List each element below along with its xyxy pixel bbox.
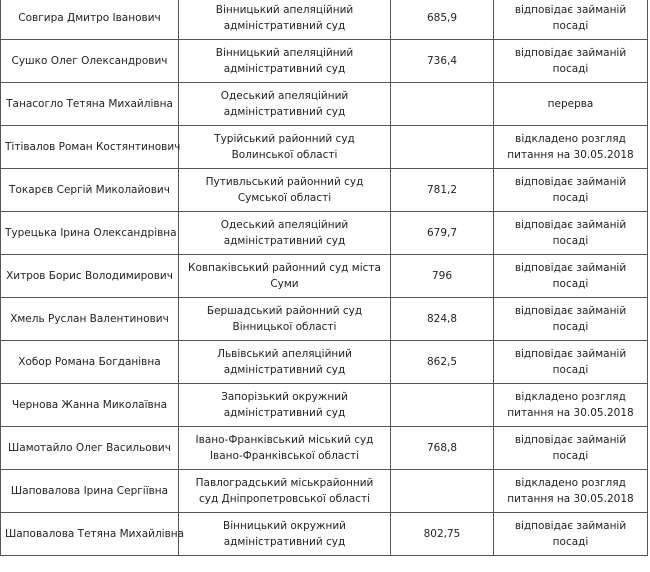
score-cell — [391, 83, 494, 126]
table-row — [1, 341, 648, 384]
status-cell: відповідає займаній посаді — [494, 169, 648, 212]
score-cell — [391, 384, 494, 427]
status-cell: відкладено розгляд питання на 30.05.2018 — [494, 470, 648, 513]
table-body — [1, 0, 648, 556]
status-cell: відповідає займаній посаді — [494, 255, 648, 298]
court-cell: Вінницький апеляційний адміністративний суд — [179, 40, 391, 83]
court-cell: Бершадський районний суд Вінницької області — [179, 298, 391, 341]
judge-name-cell: Шаповалова Ірина Сергіївна — [1, 470, 179, 513]
court-cell: Павлоградський міськрайонний суд Дніпропетровської області — [179, 470, 391, 513]
score-cell: 679,7 — [391, 212, 494, 255]
table-row — [1, 126, 648, 169]
status-cell: відповідає займаній посаді — [494, 341, 648, 384]
table-row — [1, 0, 648, 40]
court-cell: Вінницький окружний адміністративний суд — [179, 513, 391, 556]
court-cell: Одеський апеляційний адміністративний суд — [179, 83, 391, 126]
table-row — [1, 40, 648, 83]
court-cell: Львівський апеляційний адміністративний суд — [179, 341, 391, 384]
score-cell: 768,8 — [391, 427, 494, 470]
status-cell: відкладено розгляд питання на 30.05.2018 — [494, 384, 648, 427]
score-cell — [391, 470, 494, 513]
judge-name-cell: Чернова Жанна Миколаївна — [1, 384, 179, 427]
judge-name-cell: Турецька Ірина Олександрівна — [1, 212, 179, 255]
status-cell: відповідає займаній посаді — [494, 212, 648, 255]
court-cell: Путивльський районний суд Сумської області — [179, 169, 391, 212]
court-cell: Ковпаківський районний суд міста Суми — [179, 255, 391, 298]
table-row — [1, 83, 648, 126]
court-cell: Одеський апеляційний адміністративний суд — [179, 212, 391, 255]
judge-name-cell: Хобор Романа Богданівна — [1, 341, 179, 384]
judge-name-cell: Совгира Дмитро Іванович — [1, 0, 179, 40]
status-cell: відкладено розгляд питання на 30.05.2018 — [494, 126, 648, 169]
judge-name-cell: Шамотайло Олег Васильович — [1, 427, 179, 470]
score-cell: 796 — [391, 255, 494, 298]
score-cell — [391, 126, 494, 169]
score-cell: 736,4 — [391, 40, 494, 83]
court-cell: Запорізький окружний адміністративний суд — [179, 384, 391, 427]
status-cell: відповідає займаній посаді — [494, 298, 648, 341]
status-cell: відповідає займаній посаді — [494, 40, 648, 83]
status-cell: відповідає займаній посаді — [494, 513, 648, 556]
table-row — [1, 427, 648, 470]
table-row — [1, 212, 648, 255]
status-cell: відповідає займаній посаді — [494, 427, 648, 470]
score-cell: 802,75 — [391, 513, 494, 556]
score-cell: 862,5 — [391, 341, 494, 384]
judge-name-cell: Тітівалов Роман Костянтинович — [1, 126, 179, 169]
judge-name-cell: Сушко Олег Олександрович — [1, 40, 179, 83]
table-row — [1, 255, 648, 298]
score-cell: 781,2 — [391, 169, 494, 212]
judge-name-cell: Токарєв Сергій Миколайович — [1, 169, 179, 212]
status-cell: відповідає займаній посаді — [494, 0, 648, 40]
score-cell: 685,9 — [391, 0, 494, 40]
score-cell: 824,8 — [391, 298, 494, 341]
judge-name-cell: Шаповалова Тетяна Михайлівна — [1, 513, 179, 556]
table-row — [1, 384, 648, 427]
court-cell: Івано-Франківський міський суд Івано-Франківської області — [179, 427, 391, 470]
judge-name-cell: Танасогло Тетяна Михайлівна — [1, 83, 179, 126]
table-row — [1, 513, 648, 556]
judge-name-cell: Хмель Руслан Валентинович — [1, 298, 179, 341]
judge-name-cell: Хитров Борис Володимирович — [1, 255, 179, 298]
status-cell: перерва — [494, 83, 648, 126]
court-cell: Турійський районний суд Волинської області — [179, 126, 391, 169]
table-row — [1, 470, 648, 513]
table-row — [1, 298, 648, 341]
table-row — [1, 169, 648, 212]
court-cell: Вінницький апеляційний адміністративний суд — [179, 0, 391, 40]
